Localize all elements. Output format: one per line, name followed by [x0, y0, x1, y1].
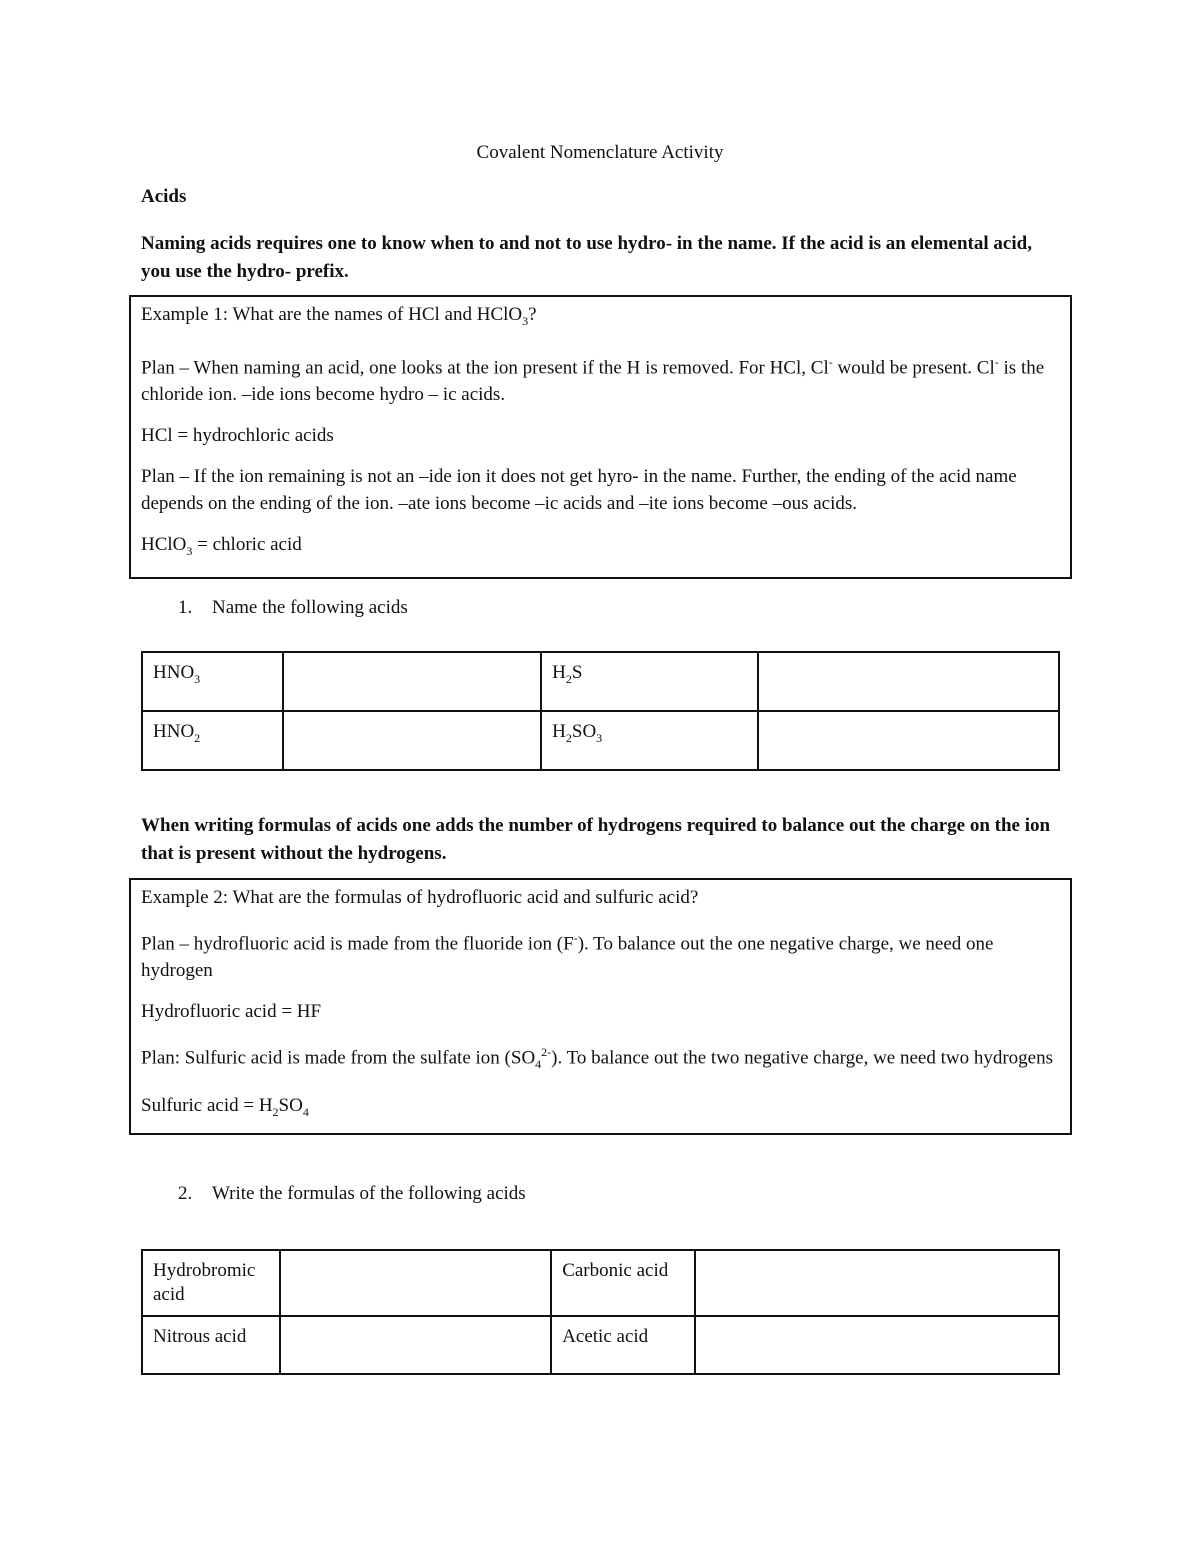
answer-cell[interactable] [695, 1250, 1059, 1316]
table-row [142, 711, 1059, 770]
table-cell-formula: $HNO_3$ [142, 652, 283, 711]
example-2-result-1: Hydrofluoric acid = HF [141, 1001, 322, 1023]
example-1-result-2: HClO$_3$ = chloric acid [141, 534, 302, 558]
table-cell-acid-name: Nitrous acid [142, 1316, 280, 1374]
table-row [142, 1316, 1059, 1374]
example-1-plan-2: Plan – If the ion remaining is not an –ide ion it does not get hyro- in the name. Further, the ending of the acid name depends on the ending of the ion. –ate ions become –ic acids and –ite ions become –ous acids. [141, 466, 1017, 515]
example-2-box [129, 878, 1072, 1135]
example-2-result-2: Sulfuric acid = $H_2SO_4$ [141, 1095, 309, 1120]
formula-intro-paragraph: When writing formulas of acids one adds the number of hydrogens required to balance out the charge on the ion that is present without the hydrogens. [141, 815, 1051, 864]
intro-paragraph: Naming acids requires one to know when to and not to use hydro- in the name. If the acid is an elemental acid, you use the hydro- prefix. [141, 233, 1032, 282]
table-row [142, 1250, 1059, 1316]
example-1-result-1: HCl = hydrochloric acids [141, 425, 334, 447]
section-heading: Acids [141, 186, 187, 207]
example-1-box [129, 295, 1072, 579]
answer-cell[interactable] [758, 711, 1059, 770]
question-2-number: 2. [178, 1183, 193, 1204]
table-cell-formula: $H_2SO_3$ [541, 711, 758, 770]
example-2-question: Example 2: What are the formulas of hydrofluoric acid and sulfuric acid? [141, 887, 699, 908]
answer-cell[interactable] [283, 652, 541, 711]
table-cell-acid-name: Acetic acid [551, 1316, 695, 1374]
example-2-plan-1: Plan – hydrofluoric acid is made from the fluoride ion (F-). To balance out the one negative charge, we need one hydrogen [141, 931, 994, 982]
table-cell-acid-name: Hydrobromic acid [142, 1250, 280, 1316]
question-2-text: Write the formulas of the following acids [212, 1183, 526, 1204]
answer-cell[interactable] [695, 1316, 1059, 1374]
question-1-number: 1. [178, 597, 193, 618]
question-1-text: Name the following acids [212, 597, 408, 618]
table-cell-acid-name: Carbonic acid [551, 1250, 695, 1316]
table-cell-formula: $HNO_2$ [142, 711, 283, 770]
question-2 [178, 1182, 526, 1206]
page-title: Covalent Nomenclature Activity [476, 142, 724, 163]
acid-formulas-table [141, 1249, 1060, 1375]
example-2-plan-2: Plan: Sulfuric acid is made from the sulfate ion $(SO_4^{2-})$. To balance out the two negative charge, we need two hydrogens [141, 1045, 1054, 1072]
question-1 [178, 596, 408, 620]
example-1-question: Example 1: What are the names of HCl and HClO$_3$? [141, 304, 537, 328]
answer-cell[interactable] [280, 1316, 551, 1374]
example-1-plan-1: Plan – When naming an acid, one looks at the ion present if the H is removed. For HCl, Cl- would be present. Cl- is the chloride ion. –ide ions become hydro – ic acids. [141, 354, 1045, 406]
answer-cell[interactable] [283, 711, 541, 770]
table-cell-formula: $H_2S$ [541, 652, 758, 711]
answer-cell[interactable] [280, 1250, 551, 1316]
answer-cell[interactable] [758, 652, 1059, 711]
acid-names-table [141, 651, 1060, 771]
table-row [142, 652, 1059, 711]
